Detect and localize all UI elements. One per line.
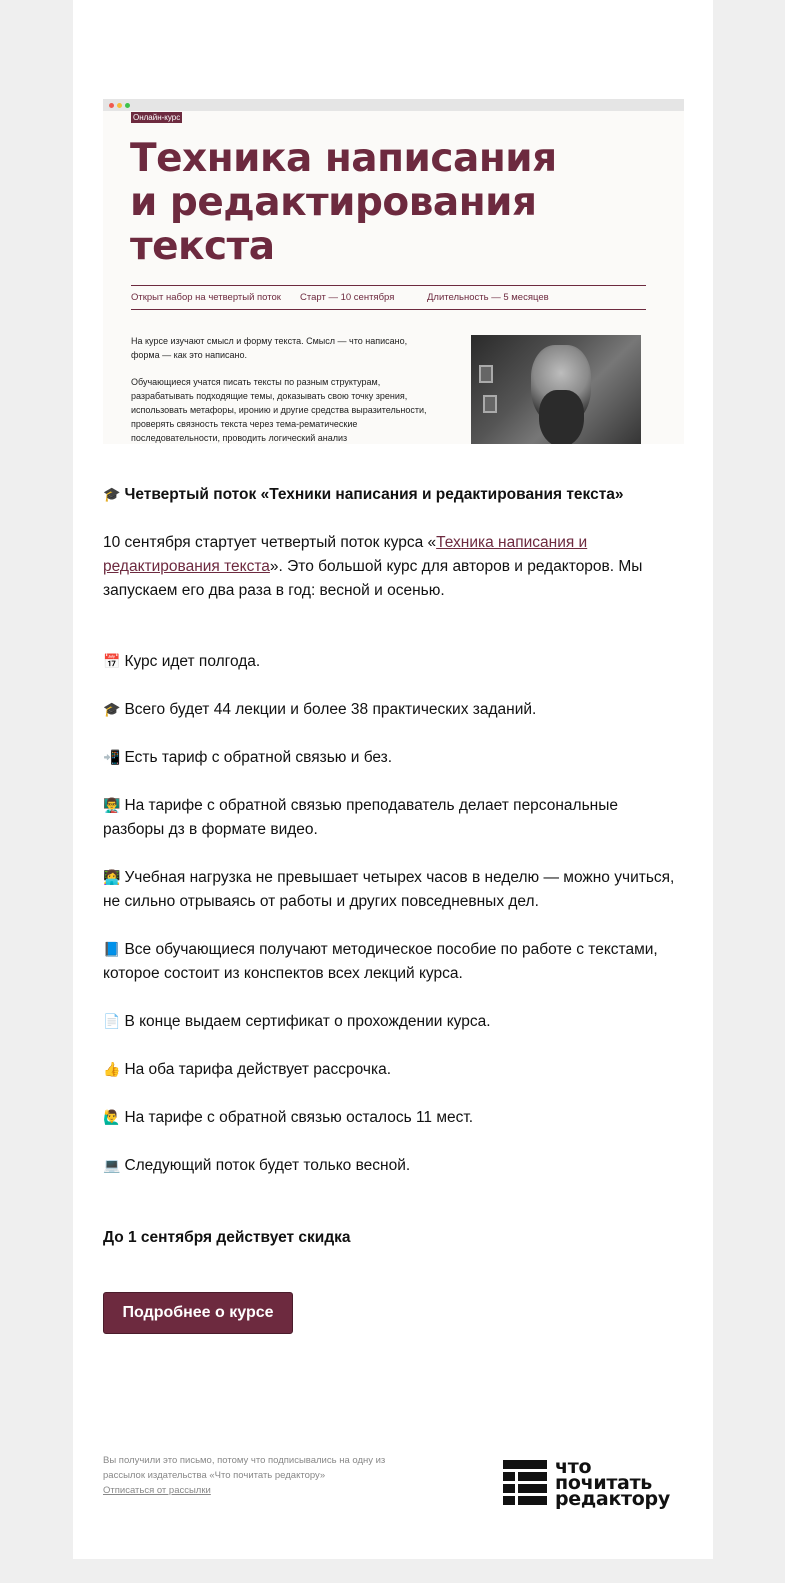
- calendar-icon: 📅: [103, 654, 121, 670]
- list-item: 🎓 Всего будет 44 лекции и более 38 практических заданий.: [103, 701, 537, 718]
- course-link[interactable]: Техника написания и редактирования текста: [103, 534, 588, 575]
- list-item: 💻 Следующий поток будет только весной.: [103, 1157, 411, 1174]
- footer-note: Вы получили это письмо, потому что подписывались на одну из рассылок издательства «Что почитать редактору» Отписаться от рассылки: [103, 1455, 386, 1496]
- list-item: 👩‍💻 Учебная нагрузка не превышает четырех часов в неделю — можно учиться, не сильно отрываясь от работы и других повседневных дел.: [103, 869, 675, 910]
- mobile-phone-icon: 📲: [103, 750, 121, 766]
- raising-hand-icon: 🙋‍♂️: [103, 1110, 121, 1126]
- list-item: 👨‍🏫 На тарифе с обратной связью преподаватель делает персональные разборы дз в формате видео.: [103, 797, 618, 838]
- hero-text-2: Обучающиеся учатся писать тексты по разным структурам, разрабатывать подходящие темы, доказывать свою точку зрения, использовать метафоры, иронию и другие средства выразительности, проверять связность текста через тема-рематические последовательности, проводить логический анализ: [131, 377, 427, 443]
- list-item: 🙋‍♂️ На тарифе с обратной связью осталось 11 мест.: [103, 1109, 474, 1126]
- list-item: 👍 На оба тарифа действует рассрочка.: [103, 1061, 392, 1078]
- instructor-photo: [471, 335, 641, 444]
- logo-text: что почитать редактору: [555, 1456, 670, 1510]
- laptop-worker-icon: 👩‍💻: [103, 870, 121, 886]
- hero-tag: Онлайн-курс: [133, 113, 181, 122]
- headline: 🎓 Четвертый поток «Техники написания и редактирования текста»: [103, 486, 624, 503]
- hero-title: Техника написания и редактирования текста: [130, 136, 557, 269]
- graduation-cap-icon: 🎓: [103, 702, 121, 718]
- hero-meta-duration: Длительность — 5 месяцев: [427, 292, 549, 303]
- thumbs-up-icon: 👍: [103, 1062, 121, 1078]
- hero-image[interactable]: [103, 99, 684, 444]
- document-icon: 📄: [103, 1014, 121, 1030]
- hero-meta-enrollment: Открыт набор на четвертый поток: [131, 292, 281, 303]
- blue-book-icon: 📘: [103, 942, 121, 958]
- list-item: 📄 В конце выдаем сертификат о прохождении курса.: [103, 1013, 491, 1030]
- laptop-icon: 💻: [103, 1158, 121, 1174]
- publisher-logo[interactable]: [503, 1457, 683, 1509]
- logo-mark-icon: [503, 1460, 547, 1506]
- list-item: 📲 Есть тариф с обратной связью и без.: [103, 749, 393, 766]
- discount-note: До 1 сентября действует скидка: [103, 1229, 351, 1246]
- teacher-icon: 👨‍🏫: [103, 798, 121, 814]
- email-sheet: [73, 0, 713, 1559]
- list-item: 📘 Все обучающиеся получают методическое пособие по работе с текстами, которое состоит из конспектов всех лекций курса.: [103, 941, 658, 982]
- graduation-cap-icon: 🎓: [103, 487, 121, 503]
- hero-meta-start: Старт — 10 сентября: [300, 292, 395, 303]
- unsubscribe-link[interactable]: Отписаться от рассылки: [103, 1485, 211, 1496]
- browser-bar: [103, 99, 684, 111]
- hero-text-1: На курсе изучают смысл и форму текста. Смысл — что написано, форма — как это написано.: [131, 336, 408, 360]
- intro-paragraph: 10 сентября стартует четвертый поток курса «Техника написания и редактирования текста». Это большой курс для авторов и редакторов. Мы запускаем его два раза в год: весной и осенью.: [103, 534, 643, 599]
- list-item: 📅 Курс идет полгода.: [103, 653, 261, 670]
- course-details-button[interactable]: Подробнее о курсе: [103, 1292, 293, 1334]
